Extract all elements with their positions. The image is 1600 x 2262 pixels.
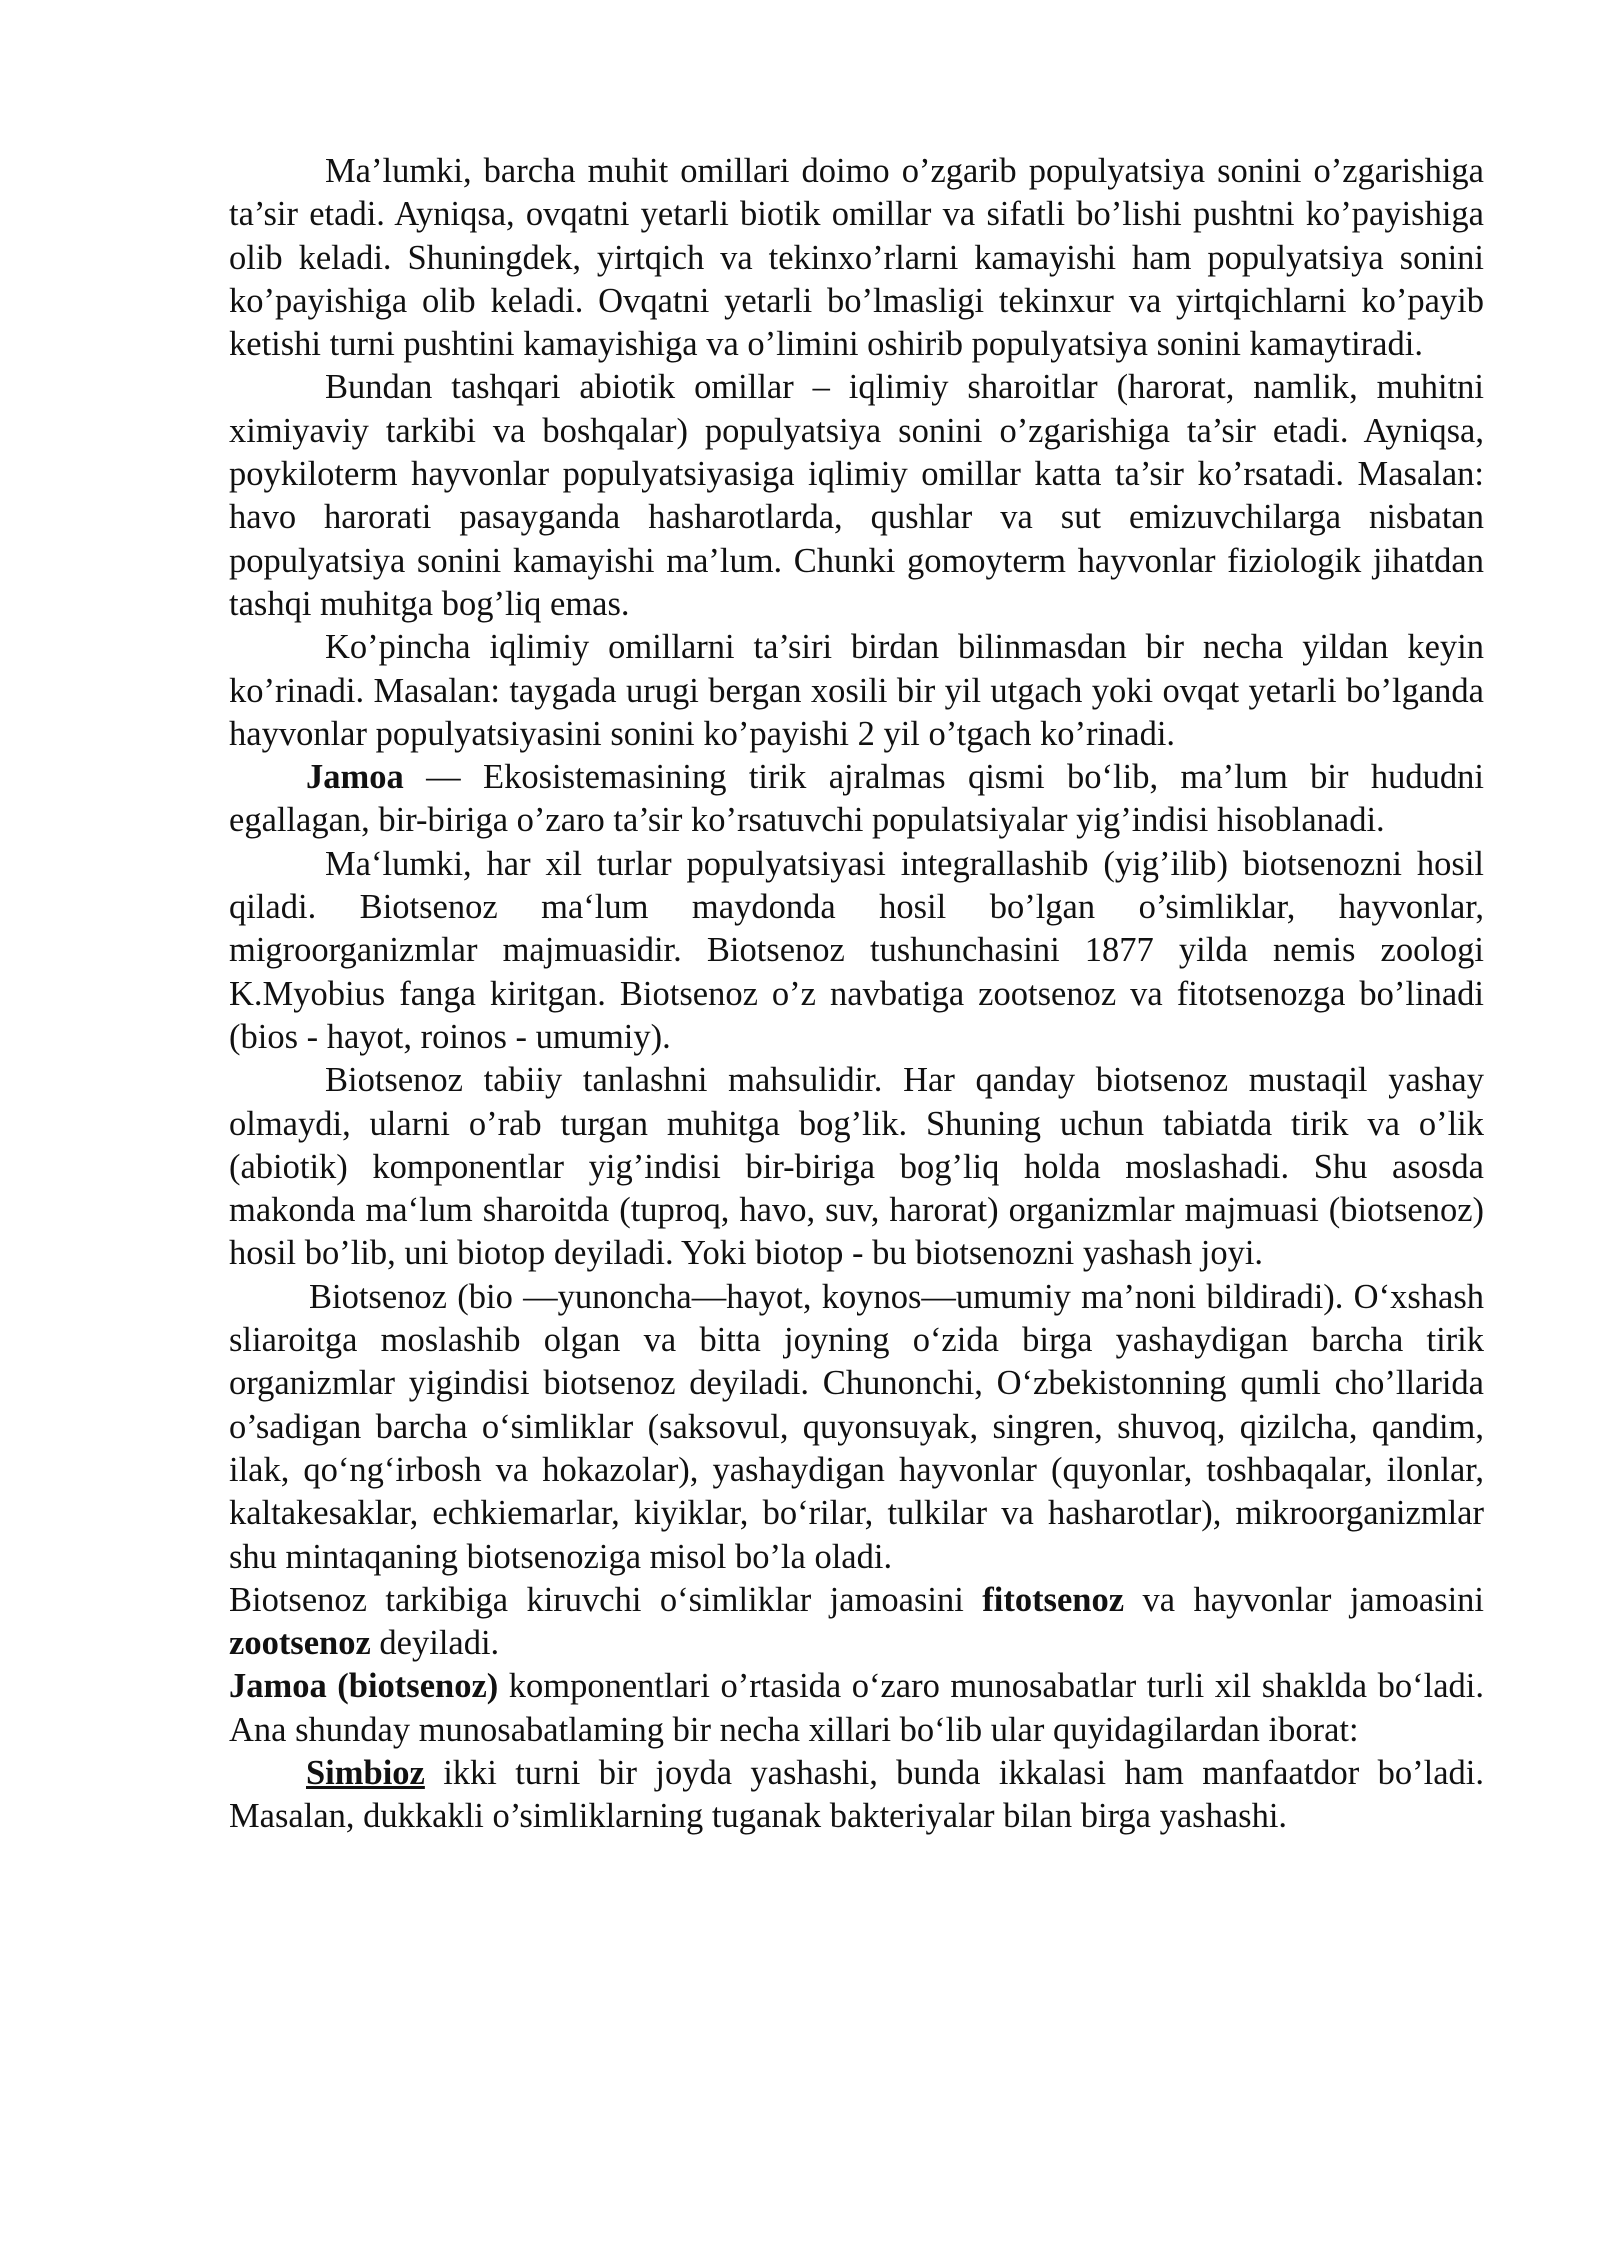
text-run: ikki turni bir joyda yashashi, bunda ikkalasi ham manfaatdor bo’ladi. Masalan, dukkakli o’simliklarning tuganak bakteriyalar bilan birga yashashi. bbox=[229, 1753, 1484, 1836]
paragraph-fito-zoo-tsenoz bbox=[229, 1579, 1484, 1666]
text-run: deyiladi. bbox=[370, 1624, 500, 1663]
term-zootsenoz: zootsenoz bbox=[229, 1624, 371, 1663]
text-run: Biotsenoz (bio —yunoncha—hayot, koynos—umumiy ma’noni bildiradi). O‘xshash sliaroitga moslashib olgan va bitta joyning o‘zida birga yashaydigan barcha tirik organizmlar yigindisi biotsenoz deyiladi. Chunonchi, O‘zbekistonning qumli cho’llarida o’sadigan barcha o‘simliklar (saksovul, quyonsuyak, singren, shuvoq, qizilcha, qandim, ilak, qo‘ng‘irbosh va hokazolar), yashaydigan hayvonlar (quyonlar, toshbaqalar, ilonlar, kaltakesaklar, echkiemarlar, kiyiklar, bo‘rilar, tulkilar va hasharotlar), mikroorganizmlar shu mintaqaning biotsenoziga misol bo’la oladi. bbox=[229, 1277, 1484, 1576]
text-run: — Ekosistemasining tirik ajralmas qismi bo‘lib, ma’lum bir hududni egallagan, bir-biriga o’zaro ta’sir ko’rsatuvchi populatsiyalar yig’indisi hisoblanadi. bbox=[229, 758, 1484, 840]
term-jamoa-biotsenoz: Jamoa (biotsenoz) bbox=[229, 1667, 499, 1706]
paragraph-biotsenoz-examples bbox=[229, 1276, 1484, 1579]
text-run: Biotsenoz tarkibiga kiruvchi o‘simliklar jamoasini bbox=[229, 1580, 983, 1619]
text-run: Ma‘lumki, har xil turlar populyatsiyasi integrallashib (yig’ilib) biotsenozni hosil qiladi. Biotsenoz ma‘lum maydonda hosil bo’lgan o’simliklar, hayvonlar, migroorganizmlar majmuasidir. Biotsenoz tushunchasini 1877 yilda nemis zoologi K.Myobius fanga kiritgan. Biotsenoz o’z navbatiga zootsenoz va fitotsenozga bo’linadi (bios - hayot, roinos - umumiy). bbox=[229, 844, 1484, 1056]
text-run: Biotsenoz tabiiy tanlashni mahsulidir. Har qanday biotsenoz mustaqil yashay olmaydi, ularni o’rab turgan muhitga bog’lik. Shuning uchun tabiatda tirik va o’lik (abiotik) komponentlar yig’indisi bir-biriga bog’liq holda moslashadi. Shu asosda makonda ma‘lum sharoitda (tuproq, havo, suv, harorat) organizmlar majmuasi (biotsenoz) hosil bo’lib, uni biotop deyiladi. Yoki biotop - bu biotsenozni yashash joyi. bbox=[229, 1061, 1484, 1273]
paragraph-abiotic-factors bbox=[229, 366, 1484, 626]
paragraph-population-factors bbox=[229, 150, 1484, 366]
text-run: komponentlari o’rtasida o‘zaro munosabatlar turli xil shaklda bo‘ladi. Ana shunday munosabatlaming bir necha xillari bo‘lib ular quyidagilardan iborat: bbox=[229, 1667, 1485, 1749]
paragraph-jamoa-relations bbox=[229, 1665, 1484, 1752]
paragraph-simbioz bbox=[229, 1752, 1484, 1839]
text-run: Ma’lumki, barcha muhit omillari doimo o’zgarib populyatsiya sonini o’zgarishiga ta’sir etadi. Ayniqsa, ovqatni yetarli biotik omillar va sifatli bo’lishi pushtni ko’payishiga olib keladi. Shuningdek, yirtqich va tekinxo’rlarni kamayishi ham populyatsiya sonini ko’payishiga olib keladi. Ovqatni yetarli bo’lmasligi tekinxur va yirtqichlarni ko’payib ketishi turni pushtini kamayishiga va o’limini oshirib populyatsiya sonini kamaytiradi. bbox=[229, 152, 1484, 364]
paragraph-jamoa-definition bbox=[229, 756, 1484, 843]
paragraph-biotsenoz-biotop bbox=[229, 1059, 1484, 1275]
term-simbioz: Simbioz bbox=[306, 1753, 425, 1792]
term-fitotsenoz: fitotsenoz bbox=[982, 1580, 1125, 1619]
paragraph-biotsenoz-origin bbox=[229, 843, 1484, 1059]
text-run: va hayvonlar jamoasini bbox=[1124, 1580, 1484, 1619]
document-page bbox=[229, 150, 1484, 1839]
term-jamoa: Jamoa bbox=[306, 758, 404, 797]
paragraph-climate-effects bbox=[229, 626, 1484, 756]
text-run: Ko’pincha iqlimiy omillarni ta’siri birdan bilinmasdan bir necha yildan keyin ko’rinadi. Masalan: taygada urugi bergan xosili bir yil utgach yoki ovqat yetarli bo’lganda hayvonlar populyatsiyasini sonini ko’payishi 2 yil o’tgach ko’rinadi. bbox=[229, 628, 1484, 753]
text-run: Bundan tashqari abiotik omillar – iqlimiy sharoitlar (harorat, namlik, muhitni ximiyaviy tarkibi va boshqalar) populyatsiya sonini o’zgarishiga ta’sir etadi. Ayniqsa, poykiloterm hayvonlar populyatsiyasiga iqlimiy omillar katta ta’sir ko’rsatadi. Masalan: havo harorati pasayganda hasharotlarda, qushlar va sut emizuvchilarga nisbatan populyatsiya sonini kamayishi ma’lum. Chunki gomoyterm hayvonlar fiziologik jihatdan tashqi muhitga bog’liq emas. bbox=[229, 368, 1484, 623]
